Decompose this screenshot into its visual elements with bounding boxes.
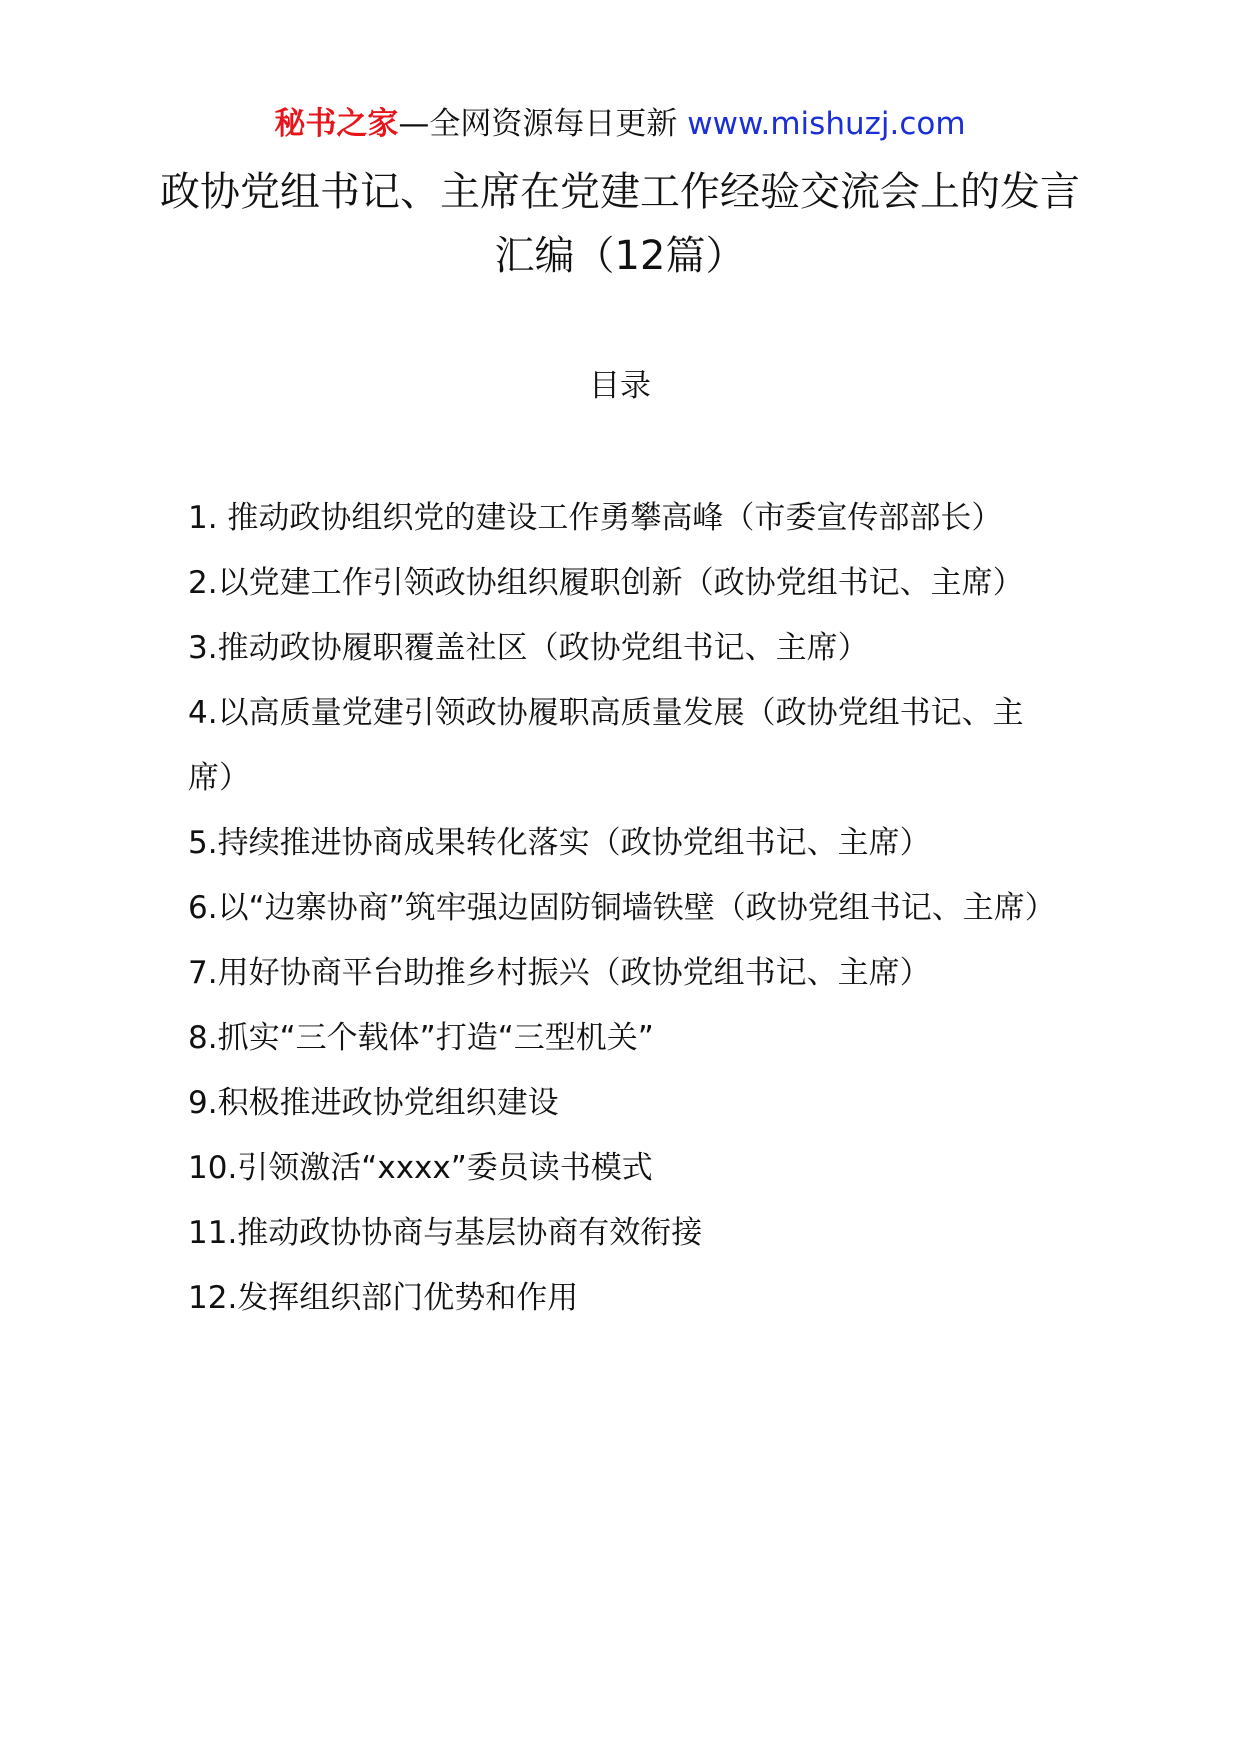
banner-slogan: —全网资源每日更新	[398, 106, 688, 142]
toc-item-4[interactable]: 4.以高质量党建引领政协履职高质量发展（政协党组书记、主席）	[188, 695, 1024, 796]
document-title: 政协党组书记、主席在党建工作经验交流会上的发言汇编（12篇）	[160, 169, 1080, 279]
toc-item-6[interactable]: 6.以“边寨协商”筑牢强边固防铜墙铁壁（政协党组书记、主席）	[188, 890, 1056, 926]
toc-item-9[interactable]: 9.积极推进政协党组织建设	[188, 1085, 559, 1121]
toc-item-11[interactable]: 11.推动政协协商与基层协商有效衔接	[188, 1215, 703, 1251]
site-url-link[interactable]: www.mishuzj.com	[687, 106, 966, 142]
toc-item-7[interactable]: 7.用好协商平台助推乡村振兴（政协党组书记、主席）	[188, 955, 931, 991]
table-of-contents	[188, 486, 1058, 1331]
toc-item-12[interactable]: 12.发挥组织部门优势和作用	[188, 1280, 579, 1316]
brand-name: 秘书之家	[274, 106, 399, 142]
toc-item-5[interactable]: 5.持续推进协商成果转化落实（政协党组书记、主席）	[188, 825, 931, 861]
site-banner	[0, 100, 1240, 148]
toc-item-10[interactable]: 10.引领激活“xxxx”委员读书模式	[188, 1150, 653, 1186]
toc-item-8[interactable]: 8.抓实“三个载体”打造“三型机关”	[188, 1020, 654, 1056]
toc-heading: 目录	[589, 368, 651, 404]
toc-item-2[interactable]: 2.以党建工作引领政协组织履职创新（政协党组书记、主席）	[188, 565, 1024, 601]
toc-item-3[interactable]: 3.推动政协履职覆盖社区（政协党组书记、主席）	[188, 630, 869, 666]
toc-item-1[interactable]: 1. 推动政协组织党的建设工作勇攀高峰（市委宣传部部长）	[188, 500, 1003, 536]
